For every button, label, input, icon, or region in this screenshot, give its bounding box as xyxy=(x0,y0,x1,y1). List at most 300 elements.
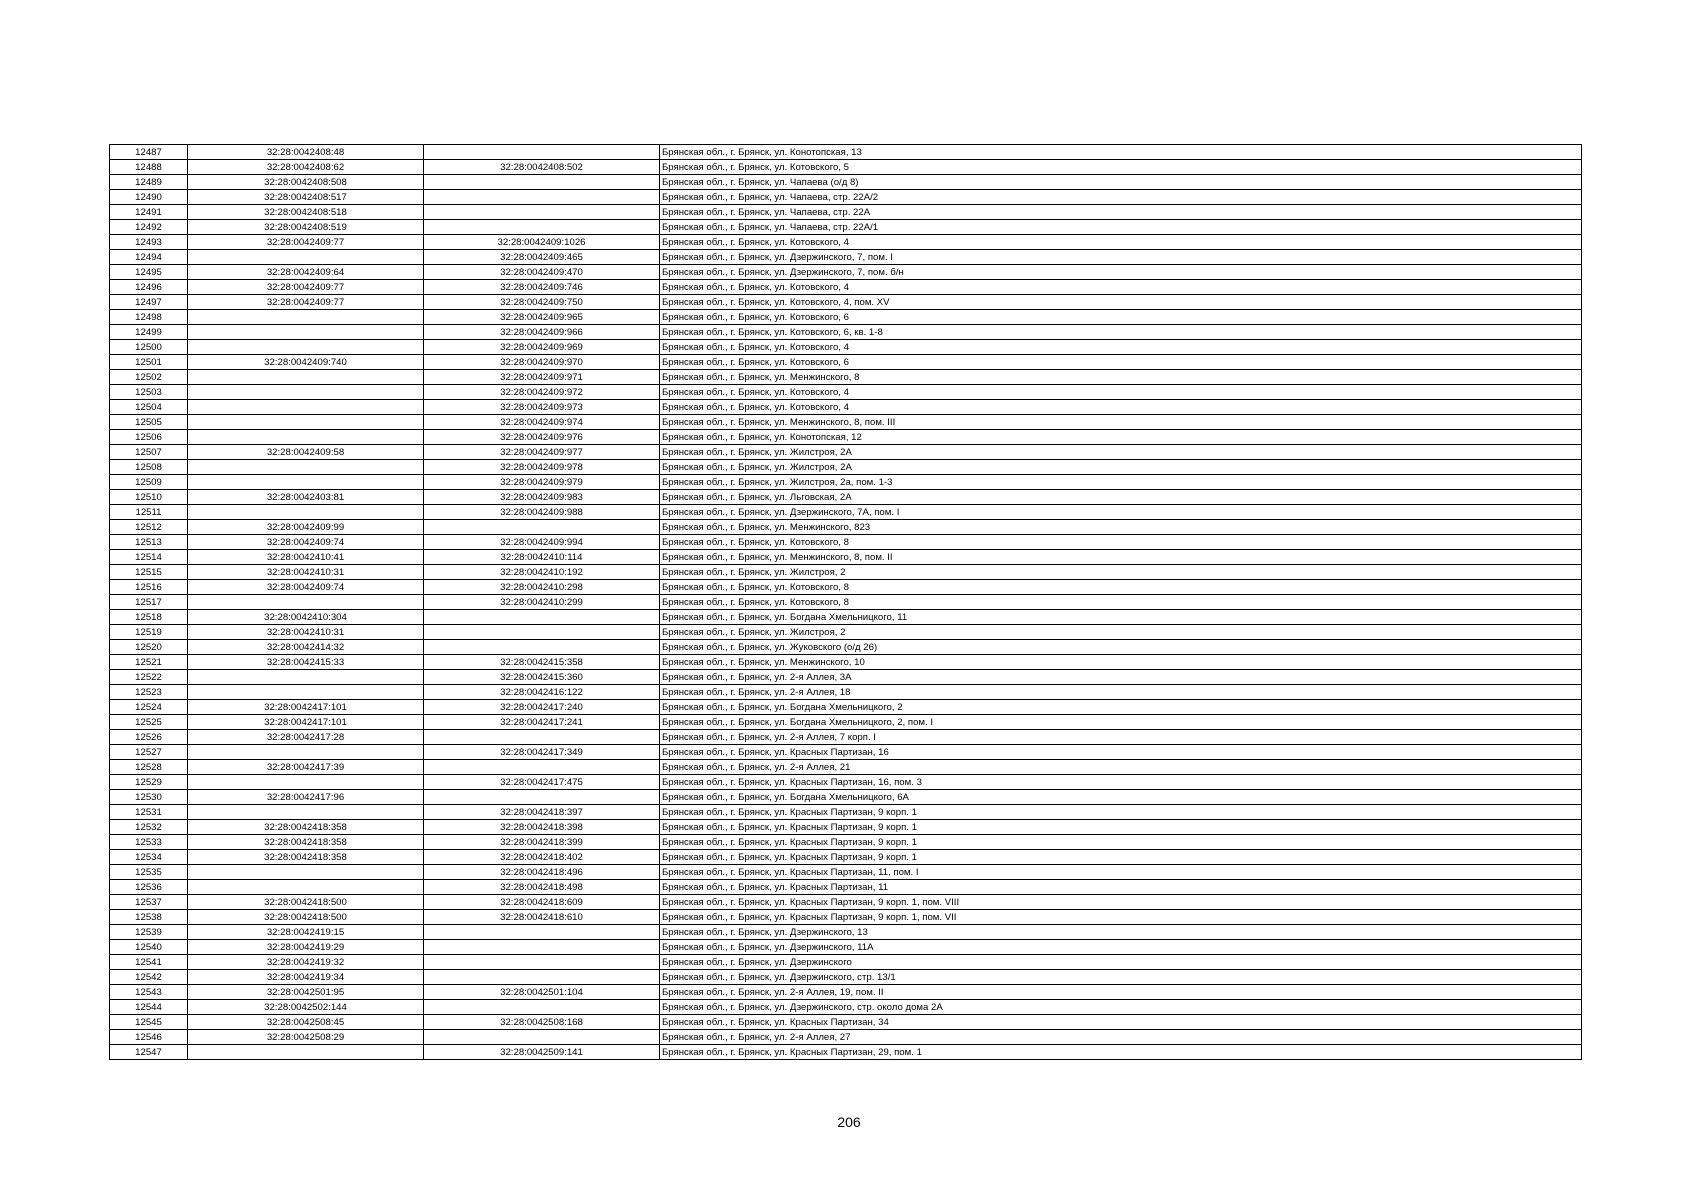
table-row xyxy=(110,370,1582,385)
table-row xyxy=(110,490,1582,505)
row-number-cell: 12525 xyxy=(110,715,188,730)
object-cadastral-number-cell: 32:28:0042409:994 xyxy=(424,535,660,550)
land-cadastral-number-cell: 32:28:0042409:74 xyxy=(188,580,424,595)
row-number-cell: 12499 xyxy=(110,325,188,340)
land-cadastral-number-cell: 32:28:0042408:508 xyxy=(188,175,424,190)
table-row xyxy=(110,280,1582,295)
object-cadastral-number-cell: 32:28:0042409:969 xyxy=(424,340,660,355)
table-row xyxy=(110,1030,1582,1045)
land-cadastral-number-cell: 32:28:0042502:144 xyxy=(188,1000,424,1015)
object-cadastral-number-cell: 32:28:0042509:141 xyxy=(424,1045,660,1060)
table-row xyxy=(110,850,1582,865)
object-cadastral-number-cell xyxy=(424,790,660,805)
table-row xyxy=(110,805,1582,820)
table-row xyxy=(110,205,1582,220)
object-cadastral-number-cell: 32:28:0042409:983 xyxy=(424,490,660,505)
address-cell: Брянская обл., г. Брянск, ул. Менжинского, 823 xyxy=(660,520,1582,535)
address-cell: Брянская обл., г. Брянск, ул. 2-я Аллея, 19, пом. II xyxy=(660,985,1582,1000)
address-cell: Брянская обл., г. Брянск, ул. Котовского, 4 xyxy=(660,340,1582,355)
land-cadastral-number-cell: 32:28:0042408:518 xyxy=(188,205,424,220)
land-cadastral-number-cell: 32:28:0042417:39 xyxy=(188,760,424,775)
land-cadastral-number-cell: 32:28:0042418:358 xyxy=(188,820,424,835)
land-cadastral-number-cell: 32:28:0042408:519 xyxy=(188,220,424,235)
land-cadastral-number-cell xyxy=(188,430,424,445)
address-cell: Брянская обл., г. Брянск, ул. Красных Партизан, 9 корп. 1 xyxy=(660,805,1582,820)
table-row xyxy=(110,1015,1582,1030)
row-number-cell: 12488 xyxy=(110,160,188,175)
row-number-cell: 12506 xyxy=(110,430,188,445)
address-cell: Брянская обл., г. Брянск, ул. Котовского, 4 xyxy=(660,235,1582,250)
land-cadastral-number-cell xyxy=(188,250,424,265)
object-cadastral-number-cell xyxy=(424,640,660,655)
row-number-cell: 12516 xyxy=(110,580,188,595)
land-cadastral-number-cell: 32:28:0042408:48 xyxy=(188,145,424,160)
object-cadastral-number-cell: 32:28:0042409:972 xyxy=(424,385,660,400)
land-cadastral-number-cell: 32:28:0042414:32 xyxy=(188,640,424,655)
address-cell: Брянская обл., г. Брянск, ул. Льговская, 2А xyxy=(660,490,1582,505)
address-cell: Брянская обл., г. Брянск, ул. Менжинского, 8, пом. II xyxy=(660,550,1582,565)
object-cadastral-number-cell: 32:28:0042409:470 xyxy=(424,265,660,280)
address-cell: Брянская обл., г. Брянск, ул. Красных Партизан, 16, пом. 3 xyxy=(660,775,1582,790)
object-cadastral-number-cell: 32:28:0042409:750 xyxy=(424,295,660,310)
object-cadastral-number-cell: 32:28:0042409:978 xyxy=(424,460,660,475)
land-cadastral-number-cell xyxy=(188,340,424,355)
row-number-cell: 12509 xyxy=(110,475,188,490)
address-cell: Брянская обл., г. Брянск, ул. Котовского, 4, пом. XV xyxy=(660,295,1582,310)
table-row xyxy=(110,775,1582,790)
land-cadastral-number-cell: 32:28:0042410:31 xyxy=(188,565,424,580)
address-cell: Брянская обл., г. Брянск, ул. Котовского, 8 xyxy=(660,595,1582,610)
object-cadastral-number-cell: 32:28:0042416:122 xyxy=(424,685,660,700)
land-cadastral-number-cell xyxy=(188,775,424,790)
address-cell: Брянская обл., г. Брянск, ул. Дзержинского, 13 xyxy=(660,925,1582,940)
table-row xyxy=(110,940,1582,955)
row-number-cell: 12515 xyxy=(110,565,188,580)
table-row xyxy=(110,745,1582,760)
object-cadastral-number-cell: 32:28:0042409:988 xyxy=(424,505,660,520)
address-cell: Брянская обл., г. Брянск, ул. 2-я Аллея, 3А xyxy=(660,670,1582,685)
row-number-cell: 12526 xyxy=(110,730,188,745)
table-row xyxy=(110,985,1582,1000)
row-number-cell: 12539 xyxy=(110,925,188,940)
row-number-cell: 12491 xyxy=(110,205,188,220)
address-cell: Брянская обл., г. Брянск, ул. Дзержинского, 11А xyxy=(660,940,1582,955)
address-cell: Брянская обл., г. Брянск, ул. 2-я Аллея, 7 корп. I xyxy=(660,730,1582,745)
land-cadastral-number-cell: 32:28:0042418:358 xyxy=(188,850,424,865)
object-cadastral-number-cell xyxy=(424,730,660,745)
table-row xyxy=(110,505,1582,520)
object-cadastral-number-cell: 32:28:0042408:502 xyxy=(424,160,660,175)
object-cadastral-number-cell: 32:28:0042508:168 xyxy=(424,1015,660,1030)
table-row xyxy=(110,925,1582,940)
land-cadastral-number-cell: 32:28:0042409:64 xyxy=(188,265,424,280)
address-cell: Брянская обл., г. Брянск, ул. Красных Партизан, 9 корп. 1 xyxy=(660,820,1582,835)
table-row xyxy=(110,730,1582,745)
table-row xyxy=(110,580,1582,595)
row-number-cell: 12529 xyxy=(110,775,188,790)
address-cell: Брянская обл., г. Брянск, ул. Котовского, 8 xyxy=(660,535,1582,550)
object-cadastral-number-cell: 32:28:0042418:399 xyxy=(424,835,660,850)
row-number-cell: 12493 xyxy=(110,235,188,250)
land-cadastral-number-cell: 32:28:0042410:41 xyxy=(188,550,424,565)
table-row xyxy=(110,685,1582,700)
land-cadastral-number-cell xyxy=(188,595,424,610)
table-row xyxy=(110,565,1582,580)
table-body xyxy=(110,145,1582,1060)
object-cadastral-number-cell: 32:28:0042417:240 xyxy=(424,700,660,715)
object-cadastral-number-cell xyxy=(424,925,660,940)
row-number-cell: 12503 xyxy=(110,385,188,400)
object-cadastral-number-cell xyxy=(424,190,660,205)
row-number-cell: 12542 xyxy=(110,970,188,985)
land-cadastral-number-cell: 32:28:0042417:101 xyxy=(188,715,424,730)
table-row xyxy=(110,955,1582,970)
object-cadastral-number-cell: 32:28:0042417:475 xyxy=(424,775,660,790)
address-cell: Брянская обл., г. Брянск, ул. Богдана Хмельницкого, 2, пом. I xyxy=(660,715,1582,730)
land-cadastral-number-cell xyxy=(188,370,424,385)
address-cell: Брянская обл., г. Брянск, ул. Жилстроя, 2а, пом. 1-3 xyxy=(660,475,1582,490)
land-cadastral-number-cell: 32:28:0042417:28 xyxy=(188,730,424,745)
land-cadastral-number-cell xyxy=(188,310,424,325)
row-number-cell: 12527 xyxy=(110,745,188,760)
land-cadastral-number-cell: 32:28:0042408:62 xyxy=(188,160,424,175)
address-cell: Брянская обл., г. Брянск, ул. Котовского, 6 xyxy=(660,310,1582,325)
address-cell: Брянская обл., г. Брянск, ул. 2-я Аллея, 21 xyxy=(660,760,1582,775)
table-row xyxy=(110,520,1582,535)
land-cadastral-number-cell xyxy=(188,475,424,490)
row-number-cell: 12534 xyxy=(110,850,188,865)
object-cadastral-number-cell xyxy=(424,940,660,955)
row-number-cell: 12521 xyxy=(110,655,188,670)
table-row xyxy=(110,670,1582,685)
table-row xyxy=(110,385,1582,400)
address-cell: Брянская обл., г. Брянск, ул. Дзержинского, стр. 13/1 xyxy=(660,970,1582,985)
object-cadastral-number-cell: 32:28:0042409:976 xyxy=(424,430,660,445)
table-row xyxy=(110,655,1582,670)
address-cell: Брянская обл., г. Брянск, ул. Менжинского, 8 xyxy=(660,370,1582,385)
row-number-cell: 12535 xyxy=(110,865,188,880)
object-cadastral-number-cell: 32:28:0042409:973 xyxy=(424,400,660,415)
address-cell: Брянская обл., г. Брянск, ул. Менжинского, 8, пом. III xyxy=(660,415,1582,430)
table-row xyxy=(110,250,1582,265)
land-cadastral-number-cell: 32:28:0042419:29 xyxy=(188,940,424,955)
land-cadastral-number-cell: 32:28:0042403:81 xyxy=(188,490,424,505)
address-cell: Брянская обл., г. Брянск, ул. Чапаева, стр. 22А/1 xyxy=(660,220,1582,235)
table-row xyxy=(110,175,1582,190)
property-register-table xyxy=(109,144,1582,1060)
row-number-cell: 12487 xyxy=(110,145,188,160)
table-row xyxy=(110,595,1582,610)
row-number-cell: 12538 xyxy=(110,910,188,925)
land-cadastral-number-cell xyxy=(188,880,424,895)
land-cadastral-number-cell: 32:28:0042409:58 xyxy=(188,445,424,460)
land-cadastral-number-cell: 32:28:0042408:517 xyxy=(188,190,424,205)
row-number-cell: 12519 xyxy=(110,625,188,640)
table-row xyxy=(110,895,1582,910)
address-cell: Брянская обл., г. Брянск, ул. Чапаева, стр. 22А xyxy=(660,205,1582,220)
address-cell: Брянская обл., г. Брянск, ул. Жилстроя, 2 xyxy=(660,565,1582,580)
table-row xyxy=(110,700,1582,715)
object-cadastral-number-cell: 32:28:0042418:398 xyxy=(424,820,660,835)
land-cadastral-number-cell xyxy=(188,805,424,820)
row-number-cell: 12545 xyxy=(110,1015,188,1030)
table-row xyxy=(110,430,1582,445)
table-row xyxy=(110,790,1582,805)
object-cadastral-number-cell: 32:28:0042418:397 xyxy=(424,805,660,820)
object-cadastral-number-cell: 32:28:0042418:610 xyxy=(424,910,660,925)
object-cadastral-number-cell: 32:28:0042410:299 xyxy=(424,595,660,610)
address-cell: Брянская обл., г. Брянск, ул. Красных Партизан, 34 xyxy=(660,1015,1582,1030)
table-row xyxy=(110,295,1582,310)
address-cell: Брянская обл., г. Брянск, ул. Красных Партизан, 29, пом. 1 xyxy=(660,1045,1582,1060)
table-row xyxy=(110,550,1582,565)
address-cell: Брянская обл., г. Брянск, ул. Красных Партизан, 9 корп. 1, пом. VIII xyxy=(660,895,1582,910)
row-number-cell: 12540 xyxy=(110,940,188,955)
object-cadastral-number-cell: 32:28:0042409:974 xyxy=(424,415,660,430)
land-cadastral-number-cell: 32:28:0042410:304 xyxy=(188,610,424,625)
address-cell: Брянская обл., г. Брянск, ул. Красных Партизан, 9 корп. 1, пом. VII xyxy=(660,910,1582,925)
row-number-cell: 12505 xyxy=(110,415,188,430)
object-cadastral-number-cell: 32:28:0042409:746 xyxy=(424,280,660,295)
table-row xyxy=(110,1000,1582,1015)
address-cell: Брянская обл., г. Брянск, ул. Дзержинского, 7А, пом. I xyxy=(660,505,1582,520)
address-cell: Брянская обл., г. Брянск, ул. Конотопская, 12 xyxy=(660,430,1582,445)
table-row xyxy=(110,220,1582,235)
row-number-cell: 12528 xyxy=(110,760,188,775)
land-cadastral-number-cell: 32:28:0042409:77 xyxy=(188,280,424,295)
land-cadastral-number-cell xyxy=(188,385,424,400)
row-number-cell: 12543 xyxy=(110,985,188,1000)
address-cell: Брянская обл., г. Брянск, ул. Котовского, 4 xyxy=(660,385,1582,400)
address-cell: Брянская обл., г. Брянск, ул. Чапаева (о/д 8) xyxy=(660,175,1582,190)
object-cadastral-number-cell: 32:28:0042409:977 xyxy=(424,445,660,460)
object-cadastral-number-cell xyxy=(424,1030,660,1045)
table-row xyxy=(110,535,1582,550)
table-row xyxy=(110,190,1582,205)
address-cell: Брянская обл., г. Брянск, ул. Красных Партизан, 11 xyxy=(660,880,1582,895)
address-cell: Брянская обл., г. Брянск, ул. Котовского, 4 xyxy=(660,400,1582,415)
object-cadastral-number-cell xyxy=(424,145,660,160)
land-cadastral-number-cell xyxy=(188,415,424,430)
row-number-cell: 12533 xyxy=(110,835,188,850)
land-cadastral-number-cell: 32:28:0042418:500 xyxy=(188,910,424,925)
address-cell: Брянская обл., г. Брянск, ул. Котовского, 6, кв. 1-8 xyxy=(660,325,1582,340)
row-number-cell: 12537 xyxy=(110,895,188,910)
table-row xyxy=(110,970,1582,985)
row-number-cell: 12518 xyxy=(110,610,188,625)
row-number-cell: 12531 xyxy=(110,805,188,820)
table-row xyxy=(110,145,1582,160)
table-row xyxy=(110,460,1582,475)
row-number-cell: 12508 xyxy=(110,460,188,475)
row-number-cell: 12504 xyxy=(110,400,188,415)
table-row xyxy=(110,445,1582,460)
address-cell: Брянская обл., г. Брянск, ул. Богдана Хмельницкого, 6А xyxy=(660,790,1582,805)
table-row xyxy=(110,910,1582,925)
object-cadastral-number-cell: 32:28:0042410:114 xyxy=(424,550,660,565)
row-number-cell: 12514 xyxy=(110,550,188,565)
land-cadastral-number-cell: 32:28:0042418:358 xyxy=(188,835,424,850)
row-number-cell: 12492 xyxy=(110,220,188,235)
land-cadastral-number-cell: 32:28:0042417:101 xyxy=(188,700,424,715)
object-cadastral-number-cell: 32:28:0042418:609 xyxy=(424,895,660,910)
table-row xyxy=(110,160,1582,175)
address-cell: Брянская обл., г. Брянск, ул. 2-я Аллея, 27 xyxy=(660,1030,1582,1045)
table-row xyxy=(110,715,1582,730)
object-cadastral-number-cell xyxy=(424,625,660,640)
address-cell: Брянская обл., г. Брянск, ул. Менжинского, 10 xyxy=(660,655,1582,670)
object-cadastral-number-cell: 32:28:0042415:360 xyxy=(424,670,660,685)
row-number-cell: 12495 xyxy=(110,265,188,280)
land-cadastral-number-cell: 32:28:0042419:15 xyxy=(188,925,424,940)
row-number-cell: 12532 xyxy=(110,820,188,835)
row-number-cell: 12490 xyxy=(110,190,188,205)
row-number-cell: 12500 xyxy=(110,340,188,355)
address-cell: Брянская обл., г. Брянск, ул. Красных Партизан, 9 корп. 1 xyxy=(660,850,1582,865)
object-cadastral-number-cell xyxy=(424,175,660,190)
object-cadastral-number-cell: 32:28:0042409:971 xyxy=(424,370,660,385)
object-cadastral-number-cell xyxy=(424,1000,660,1015)
address-cell: Брянская обл., г. Брянск, ул. Красных Партизан, 11, пом. I xyxy=(660,865,1582,880)
object-cadastral-number-cell: 32:28:0042409:965 xyxy=(424,310,660,325)
object-cadastral-number-cell: 32:28:0042409:966 xyxy=(424,325,660,340)
land-cadastral-number-cell: 32:28:0042418:500 xyxy=(188,895,424,910)
row-number-cell: 12489 xyxy=(110,175,188,190)
land-cadastral-number-cell: 32:28:0042409:74 xyxy=(188,535,424,550)
table-row xyxy=(110,310,1582,325)
object-cadastral-number-cell: 32:28:0042410:298 xyxy=(424,580,660,595)
row-number-cell: 12501 xyxy=(110,355,188,370)
row-number-cell: 12517 xyxy=(110,595,188,610)
address-cell: Брянская обл., г. Брянск, ул. Жилстроя, 2А xyxy=(660,445,1582,460)
object-cadastral-number-cell xyxy=(424,220,660,235)
row-number-cell: 12541 xyxy=(110,955,188,970)
page-number: 206 xyxy=(837,1114,861,1130)
address-cell: Брянская обл., г. Брянск, ул. Жуковского (о/д 26) xyxy=(660,640,1582,655)
land-cadastral-number-cell: 32:28:0042409:740 xyxy=(188,355,424,370)
table-row xyxy=(110,610,1582,625)
land-cadastral-number-cell: 32:28:0042409:99 xyxy=(188,520,424,535)
table-row xyxy=(110,865,1582,880)
land-cadastral-number-cell: 32:28:0042419:34 xyxy=(188,970,424,985)
land-cadastral-number-cell xyxy=(188,685,424,700)
object-cadastral-number-cell: 32:28:0042410:192 xyxy=(424,565,660,580)
address-cell: Брянская обл., г. Брянск, ул. Котовского, 5 xyxy=(660,160,1582,175)
land-cadastral-number-cell xyxy=(188,460,424,475)
row-number-cell: 12544 xyxy=(110,1000,188,1015)
object-cadastral-number-cell: 32:28:0042409:465 xyxy=(424,250,660,265)
row-number-cell: 12512 xyxy=(110,520,188,535)
table-row xyxy=(110,475,1582,490)
table-row xyxy=(110,415,1582,430)
row-number-cell: 12546 xyxy=(110,1030,188,1045)
land-cadastral-number-cell xyxy=(188,745,424,760)
object-cadastral-number-cell: 32:28:0042418:498 xyxy=(424,880,660,895)
table-row xyxy=(110,355,1582,370)
land-cadastral-number-cell xyxy=(188,325,424,340)
table-row xyxy=(110,325,1582,340)
address-cell: Брянская обл., г. Брянск, ул. Красных Партизан, 9 корп. 1 xyxy=(660,835,1582,850)
address-cell: Брянская обл., г. Брянск, ул. Красных Партизан, 16 xyxy=(660,745,1582,760)
row-number-cell: 12523 xyxy=(110,685,188,700)
object-cadastral-number-cell xyxy=(424,610,660,625)
land-cadastral-number-cell xyxy=(188,400,424,415)
address-cell: Брянская обл., г. Брянск, ул. Жилстроя, 2А xyxy=(660,460,1582,475)
table-row xyxy=(110,400,1582,415)
row-number-cell: 12547 xyxy=(110,1045,188,1060)
land-cadastral-number-cell: 32:28:0042409:77 xyxy=(188,295,424,310)
table-row xyxy=(110,640,1582,655)
land-cadastral-number-cell xyxy=(188,505,424,520)
land-cadastral-number-cell: 32:28:0042410:31 xyxy=(188,625,424,640)
address-cell: Брянская обл., г. Брянск, ул. Дзержинского xyxy=(660,955,1582,970)
land-cadastral-number-cell xyxy=(188,670,424,685)
address-cell: Брянская обл., г. Брянск, ул. Конотопская, 13 xyxy=(660,145,1582,160)
object-cadastral-number-cell xyxy=(424,520,660,535)
land-cadastral-number-cell: 32:28:0042508:45 xyxy=(188,1015,424,1030)
table-row xyxy=(110,235,1582,250)
object-cadastral-number-cell: 32:28:0042415:358 xyxy=(424,655,660,670)
row-number-cell: 12530 xyxy=(110,790,188,805)
row-number-cell: 12536 xyxy=(110,880,188,895)
address-cell: Брянская обл., г. Брянск, ул. Чапаева, стр. 22А/2 xyxy=(660,190,1582,205)
table-row xyxy=(110,820,1582,835)
row-number-cell: 12497 xyxy=(110,295,188,310)
object-cadastral-number-cell xyxy=(424,760,660,775)
table-row xyxy=(110,880,1582,895)
object-cadastral-number-cell xyxy=(424,205,660,220)
object-cadastral-number-cell: 32:28:0042418:402 xyxy=(424,850,660,865)
object-cadastral-number-cell: 32:28:0042501:104 xyxy=(424,985,660,1000)
address-cell: Брянская обл., г. Брянск, ул. Котовского, 6 xyxy=(660,355,1582,370)
object-cadastral-number-cell: 32:28:0042417:241 xyxy=(424,715,660,730)
row-number-cell: 12494 xyxy=(110,250,188,265)
object-cadastral-number-cell: 32:28:0042418:496 xyxy=(424,865,660,880)
row-number-cell: 12522 xyxy=(110,670,188,685)
address-cell: Брянская обл., г. Брянск, ул. Дзержинского, 7, пом. I xyxy=(660,250,1582,265)
object-cadastral-number-cell: 32:28:0042409:979 xyxy=(424,475,660,490)
land-cadastral-number-cell: 32:28:0042501:95 xyxy=(188,985,424,1000)
object-cadastral-number-cell: 32:28:0042409:1026 xyxy=(424,235,660,250)
row-number-cell: 12524 xyxy=(110,700,188,715)
row-number-cell: 12496 xyxy=(110,280,188,295)
row-number-cell: 12520 xyxy=(110,640,188,655)
table-row xyxy=(110,760,1582,775)
address-cell: Брянская обл., г. Брянск, ул. 2-я Аллея, 18 xyxy=(660,685,1582,700)
row-number-cell: 12510 xyxy=(110,490,188,505)
object-cadastral-number-cell: 32:28:0042417:349 xyxy=(424,745,660,760)
land-cadastral-number-cell: 32:28:0042419:32 xyxy=(188,955,424,970)
land-cadastral-number-cell xyxy=(188,1045,424,1060)
land-cadastral-number-cell: 32:28:0042508:29 xyxy=(188,1030,424,1045)
address-cell: Брянская обл., г. Брянск, ул. Котовского, 4 xyxy=(660,280,1582,295)
table-row xyxy=(110,265,1582,280)
object-cadastral-number-cell xyxy=(424,970,660,985)
address-cell: Брянская обл., г. Брянск, ул. Богдана Хмельницкого, 11 xyxy=(660,610,1582,625)
land-cadastral-number-cell: 32:28:0042417:96 xyxy=(188,790,424,805)
row-number-cell: 12513 xyxy=(110,535,188,550)
address-cell: Брянская обл., г. Брянск, ул. Богдана Хмельницкого, 2 xyxy=(660,700,1582,715)
address-cell: Брянская обл., г. Брянск, ул. Дзержинского, стр. около дома 2А xyxy=(660,1000,1582,1015)
address-cell: Брянская обл., г. Брянск, ул. Дзержинского, 7, пом. б/н xyxy=(660,265,1582,280)
table-row xyxy=(110,1045,1582,1060)
address-cell: Брянская обл., г. Брянск, ул. Жилстроя, 2 xyxy=(660,625,1582,640)
row-number-cell: 12511 xyxy=(110,505,188,520)
table-row xyxy=(110,625,1582,640)
object-cadastral-number-cell xyxy=(424,955,660,970)
land-cadastral-number-cell: 32:28:0042415:33 xyxy=(188,655,424,670)
row-number-cell: 12507 xyxy=(110,445,188,460)
